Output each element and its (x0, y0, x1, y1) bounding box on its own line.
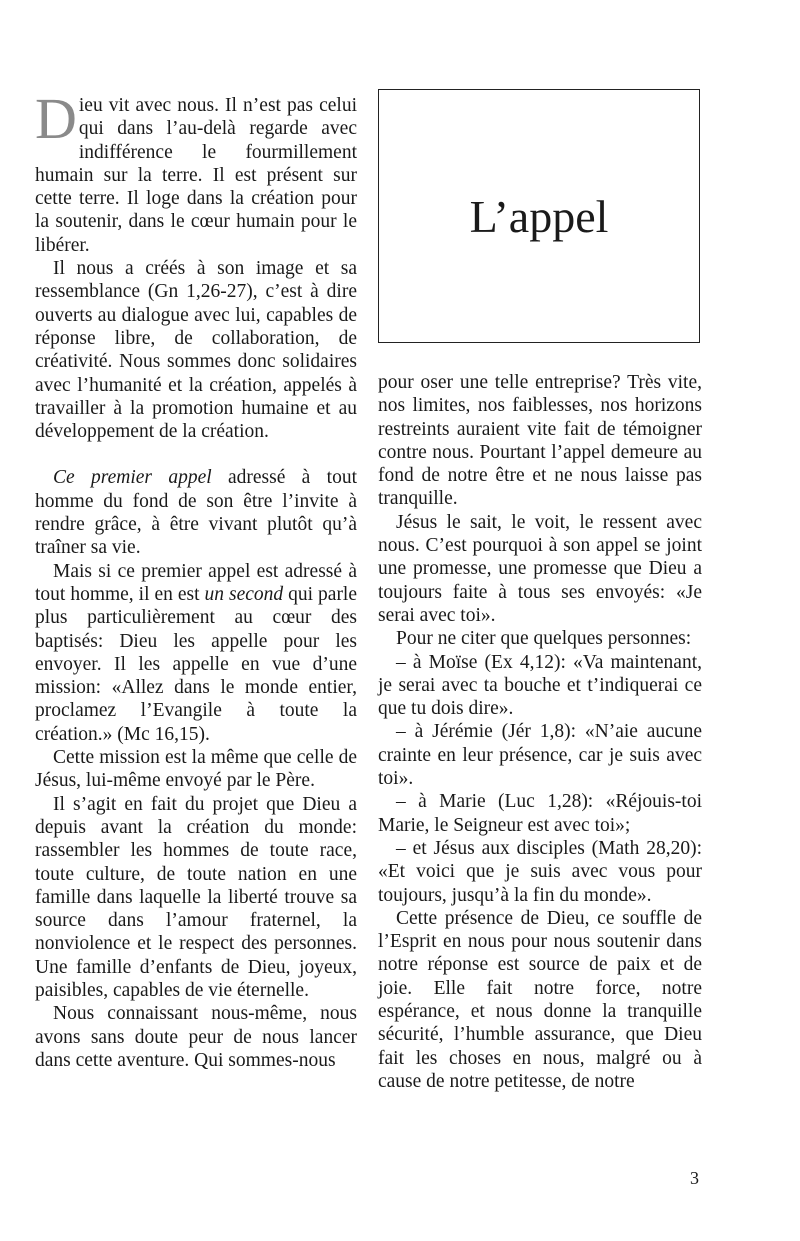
paragraph: Il nous a créés à son image et sa ressemblance (Gn 1,26-27), c’est à dire ouverts au dialogue avec lui, capables de réponse libre, de collaboration, de créativité. Nous sommes donc solidaires avec l’humanité et la création, appelés à travailler à la promotion humaine et au développement de la création. (35, 258, 357, 443)
list-item: – à Jérémie (Jér 1,8): «N’aie aucune crainte en leur présence, car je suis avec toi». (378, 721, 702, 790)
paragraph-second-call: Mais si ce premier appel est adressé à tout homme, il en est un second qui parle plus particulièrement au cœur des baptisés: Dieu les appelle pour les envoyer. Il les appelle en vue d’une mission: «Allez dans le monde entier, proclamez l’Evangile à toute la création.» (Mc 16,15). (35, 560, 358, 745)
list-item: – à Marie (Luc 1,28): «Réjouis-toi Marie, le Seigneur est avec toi»; (378, 791, 702, 836)
paragraph: Pour ne citer que quelques personnes: (396, 628, 692, 650)
paragraph: Cette mission est la même que celle de Jésus, lui-même envoyé par le Père. (35, 747, 357, 792)
title-box (378, 89, 700, 343)
drop-cap: D (35, 86, 77, 151)
paragraph-intro-text: ieu vit avec nous. Il n’est pas celui qui dans l’au-delà regarde avec indifférence le fourmillement humain sur la terre. Il est présent sur cette terre. Il loge dans la création pour la soutenir, dans le cœur humain pour le libérer. (35, 95, 357, 256)
right-column (378, 371, 702, 1093)
list-item: – à Moïse (Ex 4,12): «Va maintenant, je serai avec ta bouche et t’indiquerai ce que tu dois dire». (378, 651, 702, 720)
paragraph: Nous connaissant nous-même, nous avons sans doute peur de nous lancer dans cette aventure. Qui sommes-nous (35, 1003, 357, 1071)
page-number: 3 (690, 1168, 699, 1188)
left-column (35, 86, 358, 1072)
paragraph: Cette présence de Dieu, ce souffle de l’Esprit en nous pour nous soutenir dans notre réponse est source de paix et de joie. Elle fait notre force, notre espérance, et nous donne la tranquille sécurité, l’humble assurance, que Dieu fait les choses en nous, malgré ou à cause de notre petitesse, de notre (378, 907, 702, 1092)
paragraph-first-call: Ce premier appel adressé à tout homme du fond de son être l’invite à rendre grâce, à être vivant plutôt qu’à traîner sa vie. (35, 467, 357, 559)
paragraph: Jésus le sait, le voit, le ressent avec nous. C’est pourquoi à son appel se joint une promesse, une promesse que Dieu a toujours faite à tous ses envoyés: «Je serai avec toi». (378, 511, 702, 626)
italic-phrase: un second (204, 583, 284, 605)
paragraph: Il s’agit en fait du projet que Dieu a depuis avant la création du monde: rassembler les hommes de toute race, toute culture, de toute nation en une famille dans laquelle la liberté trouve sa source dans l’amour fraternel, la nonviolence et le respect des personnes. Une famille d’enfants de Dieu, joyeux, paisibles, capables de vie éternelle. (35, 793, 357, 1001)
page-title: L’appel (469, 190, 609, 242)
paragraph: pour oser une telle entreprise? Très vite, nos limites, nos faiblesses, nos horizons restreints auraient vite fait de témoigner contre nous. Pourtant l’appel demeure au fond de notre être et ne nous laisse pas tranquille. (378, 372, 702, 510)
list-item: – et Jésus aux disciples (Math 28,20): «Et voici que je suis avec vous pour toujours, jusqu’à la fin du monde». (378, 837, 702, 906)
paragraph-intro (35, 86, 357, 257)
italic-phrase: Ce premier appel (53, 467, 212, 489)
